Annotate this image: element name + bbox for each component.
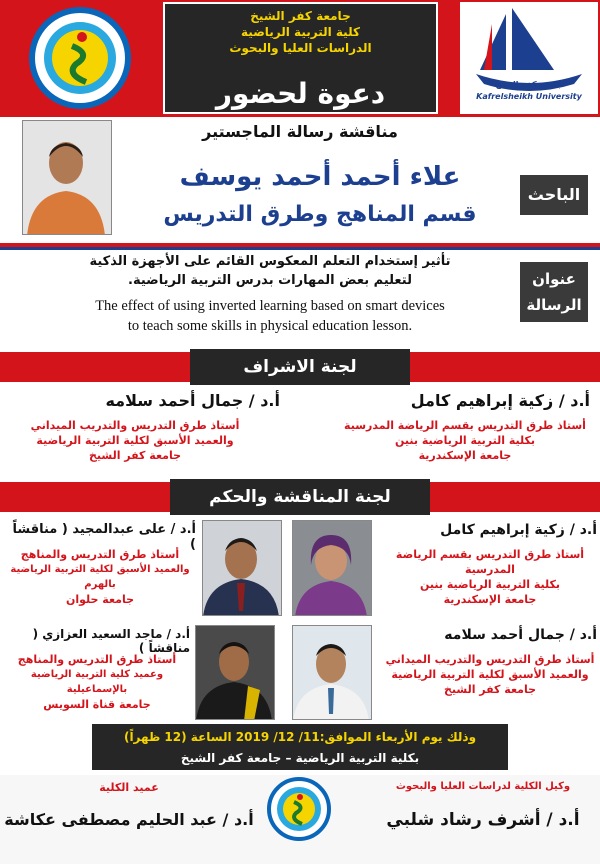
supervisor-2-info [10,418,260,463]
header-department: الدراسات العليا والبحوث [229,41,372,55]
header-title-box [163,2,438,114]
thesis-title-en-2: to teach some skills in physical education lesson. [127,318,413,334]
researcher-name: علاء أحمد أحمد يوسف [179,162,461,192]
supervisor-2-line-3: جامعة كفر الشيخ [88,449,182,462]
supervisor-1-name: أ.د / زكية إبراهيم كامل [410,391,590,410]
event-date: وذلك يوم الأربعاء الموافق:11/ 12/ 2019 الساعة (12 ظهراً) [123,730,477,744]
faculty-emblem-icon [266,776,332,842]
committee-member-1-name: أ.د / زكية إبراهيم كامل [440,522,597,538]
supervisor-1-info [340,418,590,463]
dean-title: عميد الكلية [99,781,159,794]
committee-member-1-photo [292,520,372,616]
committee-member-3-info [385,652,595,697]
person-icon [292,626,371,720]
person-icon [202,521,281,616]
thesis-title-ar-2: لتعليم بعض المهارات بدرس التربية الرياضية. [128,273,412,288]
committee-member-4-line-1: أستاذ طرق التدريس والمناهج [17,653,177,666]
committee-member-3-name: أ.د / جمال أحمد سلامه [444,627,597,643]
committee-member-2-photo [202,520,282,616]
thesis-title-ar-1: تأثير إستخدام التعلم المعكوس القائم على الأجهزة الذكية [89,254,451,269]
thesis-label-2: الرسالة [526,296,582,314]
person-icon [195,626,274,720]
committee-member-1-info [385,547,595,607]
committee-member-2-info [4,547,196,607]
committee-member-3-line-3: جامعة كفر الشيخ [443,683,537,696]
committee-member-4-line-2: وعميد كلية التربية الرياضية بالإسماعيلية [30,669,164,695]
committee-member-2-line-2: والعميد الأسبق لكلية التربية الرياضية بالهرم [10,564,190,590]
supervisor-1-line-3: جامعة الإسكندرية [418,449,512,462]
committee-member-3-line-2: والعميد الأسبق لكلية التربية الرياضية [391,668,589,681]
supervisor-2-line-1: أستاذ طرق التدريس والتدريب الميداني [30,419,240,432]
vice-dean-title: وكيل الكلية لدراسات العليا والبحوث [395,781,571,792]
committee-heading: لجنة المناقشة والحكم [170,479,430,515]
header-university: جامعة كفر الشيخ [250,9,351,23]
committee-member-4-photo [195,625,275,720]
committee-member-3-photo [292,625,372,720]
researcher-label: الباحث [520,175,588,215]
researcher-department: قسم المناهج وطرق التدريس [163,202,477,227]
supervision-heading: لجنة الاشراف [190,349,410,385]
thesis-label [520,262,588,322]
committee-member-4-name: أ.د / ماجد السعيد العزازي ( مناقشاً ) [32,627,190,655]
person-icon [292,521,371,616]
divider-top-blue [0,247,600,250]
committee-member-2-line-1: أستاذ طرق التدريس والمناهج [20,548,180,561]
header-faculty: كلية التربية الرياضية [241,25,360,39]
event-location: بكلية التربية الرياضية – جامعة كفر الشيخ [180,751,420,765]
dean-name: أ.د / عبد الحليم مصطفى عكاشة [4,810,254,829]
footer-faculty-logo [266,776,332,842]
supervisor-2-name: أ.د / جمال أحمد سلامه [105,391,280,410]
committee-member-1-line-1: أستاذ طرق التدريس بقسم الرياضة المدرسية [395,548,585,576]
faculty-logo [10,4,150,112]
committee-member-2-line-3: جامعة حلوان [65,593,135,606]
supervisor-2-line-2: والعميد الأسبق لكلية التربية الرياضية [36,434,234,447]
faculty-emblem-icon [10,4,150,112]
thesis-label-1: عنوان [532,270,576,288]
thesis-title-en-1: The effect of using inverted learning based on smart devices [95,298,445,314]
committee-member-4-info [4,652,190,712]
university-logo-text: جامعة كفر الشيخ [495,80,563,89]
event-box [90,722,510,772]
committee-member-4-line-3: جامعة قناة السويس [43,698,151,711]
researcher-photo [22,120,112,235]
thesis-discussion-heading: مناقشة رسالة الماجستير [202,122,398,141]
vice-dean-name: أ.د / أشرف رشاد شلبي [386,810,580,830]
university-logo-text-en: Kafrelsheikh University [476,92,582,101]
committee-member-1-line-3: جامعة الإسكندرية [443,593,537,606]
person-icon [22,121,111,235]
committee-member-2-name: أ.د / على عبدالمجيد ( مناقشاً ) [12,522,196,552]
committee-member-1-line-2: بكلية التربية الرياضية بنين [420,578,560,591]
committee-member-3-line-1: أستاذ طرق التدريس والتدريب الميداني [385,653,595,666]
supervisor-1-line-1: أستاذ طرق التدريس بقسم الرياضة المدرسية [344,419,586,432]
university-logo [460,2,598,114]
supervisor-1-line-2: بكلية التربية الرياضية بنين [395,434,535,447]
invitation-title: دعوة لحضور [215,77,386,110]
